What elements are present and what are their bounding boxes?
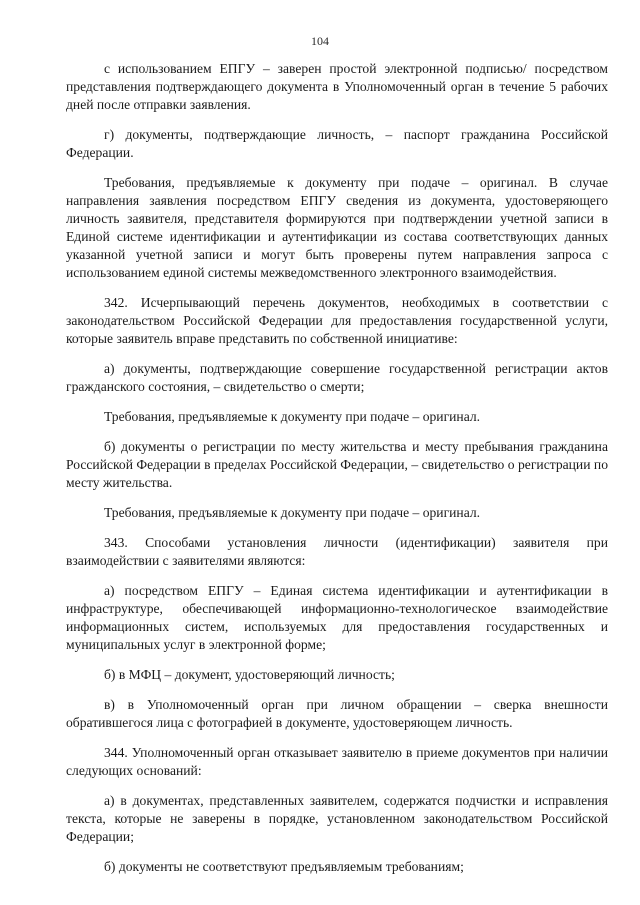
paragraph-344-a: а) в документах, представленных заявителем, содержатся подчистки и исправления текста, которые не заверены в порядке, установленном законодательством Российской Федерации; bbox=[66, 793, 608, 844]
paragraph-344: 344. Уполномоченный орган отказывает заявителю в приеме документов при наличии следующих оснований: bbox=[66, 745, 608, 778]
paragraph-342: 342. Исчерпывающий перечень документов, необходимых в соответствии с законодательством Российской Федерации для предоставления государственной услуги, которые заявитель вправе представить по собственной инициативе: bbox=[66, 295, 608, 346]
paragraph-342-b: б) документы о регистрации по месту жительства и месту пребывания гражданина Российской Федерации в пределах Российской Федерации, – свидетельство о регистрации по месту жительства. bbox=[66, 439, 608, 490]
paragraph-requirements-original-2: Требования, предъявляемые к документу при подаче – оригинал. bbox=[104, 505, 481, 520]
paragraph-343-c: в) в Уполномоченный орган при личном обращении – сверка внешности обратившегося лица с фотографией в документе, удостоверяющем личность. bbox=[66, 697, 608, 730]
paragraph-343-a: а) посредством ЕПГУ – Единая система идентификации и аутентификации в инфраструктуре, обеспечивающей информационно-технологическое взаимодействие информационных систем, используемых для предоставления государственных и муниципальных услуг в электронной форме; bbox=[66, 583, 608, 652]
paragraph-requirements-original-1: Требования, предъявляемые к документу при подаче – оригинал. bbox=[104, 409, 481, 424]
paragraph-343-b: б) в МФЦ – документ, удостоверяющий личность; bbox=[104, 667, 395, 682]
paragraph-343: 343. Способами установления личности (идентификации) заявителя при взаимодействии с заявителями являются: bbox=[66, 535, 608, 568]
paragraph-epgu-signature: с использованием ЕПГУ – заверен простой электронной подписью/ посредством представления подтверждающего документа в Уполномоченный орган в течение 5 рабочих дней после отправки заявления. bbox=[66, 61, 608, 112]
paragraph-342-a: а) документы, подтверждающие совершение государственной регистрации актов гражданского состояния, – свидетельство о смерти; bbox=[66, 361, 608, 394]
document-body bbox=[66, 60, 608, 888]
paragraph-identity-documents: г) документы, подтверждающие личность, – паспорт гражданина Российской Федерации. bbox=[66, 127, 608, 160]
paragraph-344-b: б) документы не соответствуют предъявляемым требованиям; bbox=[104, 859, 464, 874]
paragraph-requirements-original-epgu: Требования, предъявляемые к документу при подаче – оригинал. В случае направления заявления посредством ЕПГУ сведения из документа, удостоверяющего личность заявителя, представителя формируются при подтверждении учетной записи в Единой системе идентификации и аутентификации из состава соответствующих данных указанной учетной записи и могут быть проверены путем направления запроса с использованием единой системы межведомственного электронного взаимодействия. bbox=[66, 175, 608, 280]
page-number: 104 bbox=[311, 34, 329, 48]
